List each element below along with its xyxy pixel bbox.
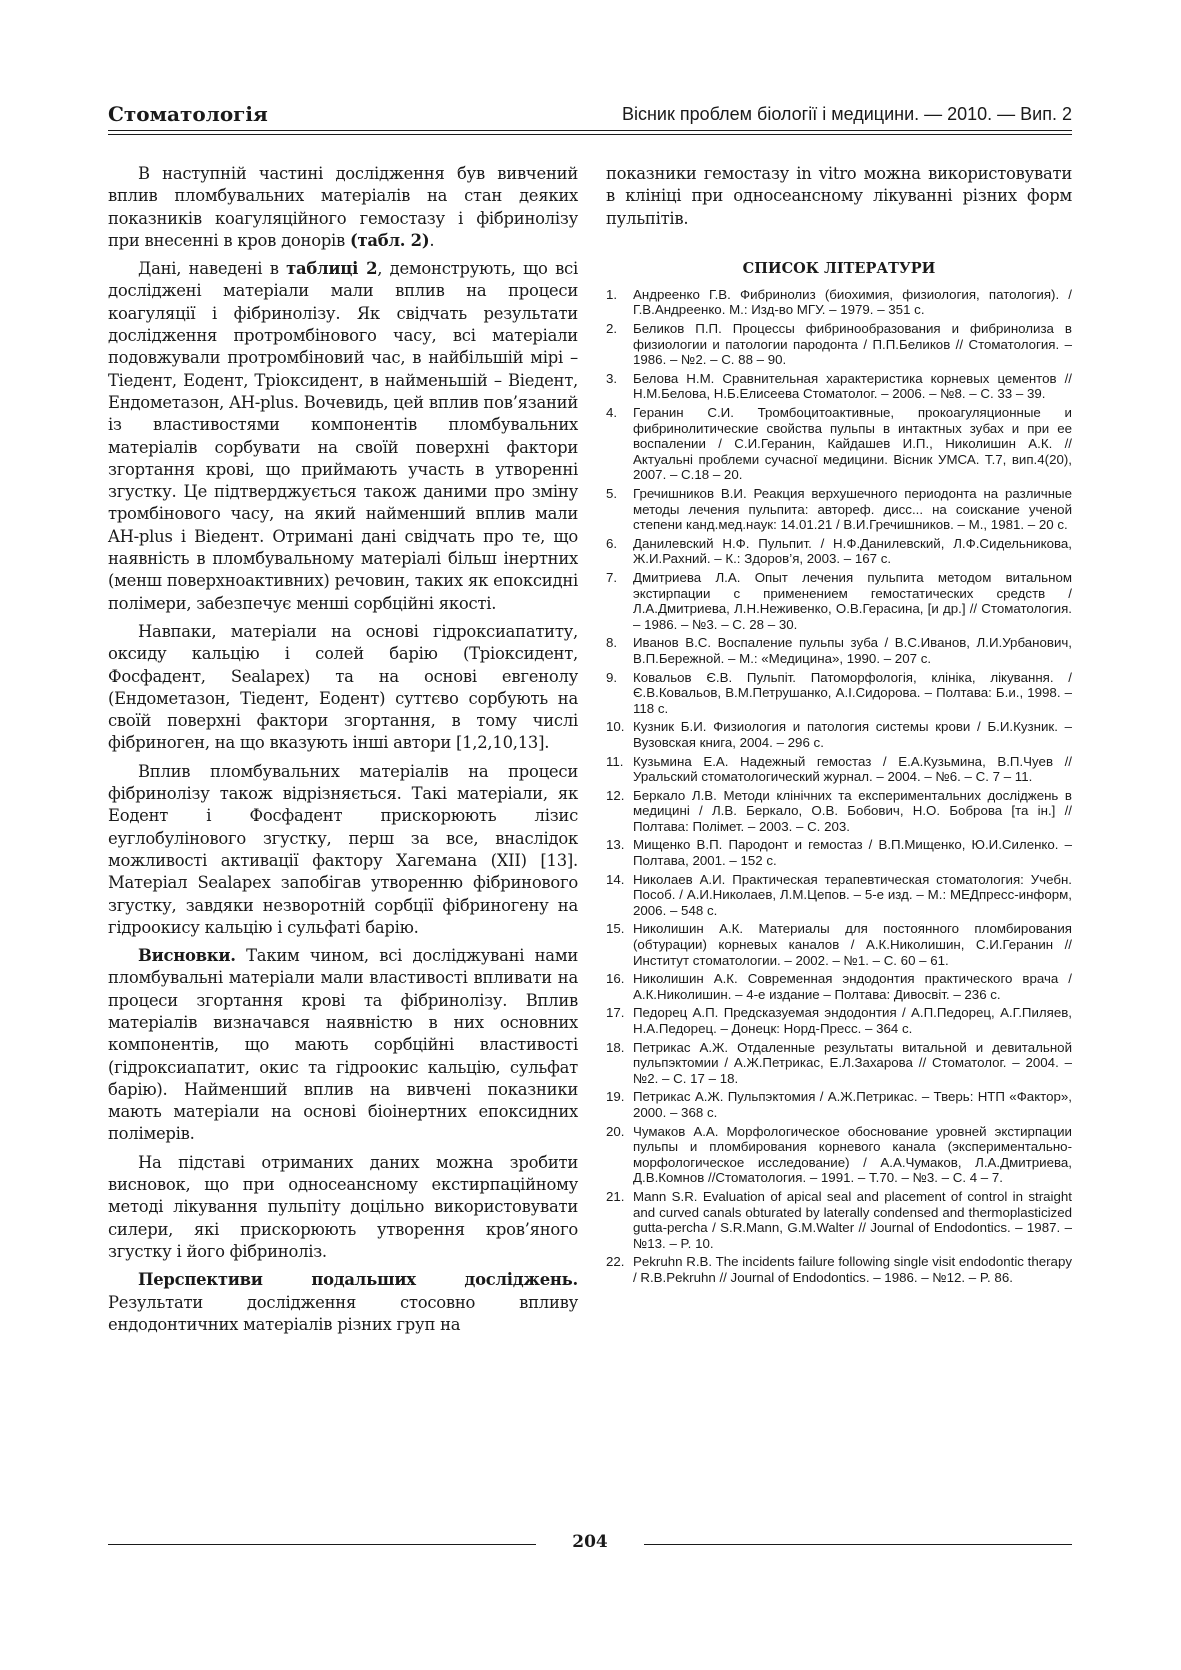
reference-text: Мищенко В.П. Пародонт и гемостаз / В.П.Мищенко, Ю.И.Силенко. – Полтава, 2001. – 152 с. — [633, 837, 1072, 869]
paragraph-sorption: Навпаки, матеріали на основі гідроксиапатиту, оксиду кальцію і солей барію (Тріоксидент, Фосфадент, Sealapex) та на основі евгенолу (Ендометазон, Тіедент, Еодент) суттєво сорбують на своїй поверхні фактори згортання, в тому числі фібриноген, на що вказують інші автори [1,2,10,13]. — [108, 621, 578, 753]
reference-number: 17. — [606, 1005, 625, 1021]
page-header — [108, 96, 1072, 131]
paragraph-perspectives: Перспективи подальших досліджень. Результати дослідження стосовно впливу ендодонтичних матеріалів різних груп на — [108, 1270, 578, 1334]
reference-item — [606, 321, 1072, 368]
reference-number: 14. — [606, 871, 625, 887]
reference-item — [606, 635, 1072, 666]
page-number: 204 — [572, 1532, 608, 1552]
paragraph-results: Дані, наведені в таблиці 2, демонструють, що всі досліджені матеріали мали вплив на процеси коагуляції і фібринолізу. Як свідчать результати дослідження протромбінового часу, всі матеріали подовжували протромбіновий час, в найбільшій мірі – Тіедент, Еодент, Тріоксидент, в найменьшій – Віедент, Ендометазон, AH-plus. Вочевидь, цей вплив пов’язаний із властивостями компонентів пломбувальних матеріалів сорбувати на своїй поверхні фактори згортання крові, що приймають участь в утворенні згустку. Це підтверджується також даними про зміну тромбінового часу, на який найменший вплив мали AH-plus і Віедент. Отримані дані свідчать про те, що наявність в пломбувальному матеріалі більш інертних (менш поверхноактивних) речовин, таких як епоксидні полімери, забезпечує менші сорбційні якості. — [108, 259, 578, 613]
reference-number: 2. — [606, 321, 618, 337]
reference-number: 13. — [606, 837, 625, 853]
reference-text: Николишин А.К. Современная эндодонтия практического врача / А.К.Николишин. – 4-е издание – Полтава: Дивосвіт. – 236 с. — [633, 971, 1072, 1002]
reference-item — [606, 872, 1072, 919]
footer-rule-right — [644, 1544, 1072, 1545]
page-footer — [108, 1532, 1072, 1556]
reference-item — [606, 788, 1072, 835]
right-column — [606, 163, 1072, 1289]
reference-text: Ковальов Є.В. Пульпіт. Патоморфологія, клініка, лікування. / Є.В.Ковальов, В.М.Петрушанко, А.І.Сидорова. – Полтава: Б.и., 1998. – 118 с. — [633, 669, 1072, 716]
reference-text: Андреенко Г.В. Фибринолиз (биохимия, физиология, патология). / Г.В.Андреенко. М.: Изд-во МГУ. – 1979. – 351 с. — [633, 286, 1072, 318]
reference-item — [606, 1254, 1072, 1285]
reference-number: 11. — [606, 753, 624, 769]
reference-text: Pekruhn R.B. The incidents failure following single visit endodontic therapy / R.B.Pekruhn // Journal of Endodontics. – 1986. – №12. – P. 86. — [633, 1254, 1072, 1285]
reference-item — [606, 1005, 1072, 1036]
reference-number: 1. — [606, 286, 618, 302]
reference-item — [606, 1040, 1072, 1087]
reference-text: Петрикас А.Ж. Отдаленные результаты витальной и девитальной пульпэктомии / А.Ж.Петрикас, Е.Л.Захарова // Стоматолог. – 2004. – №2. – С. 17 – 18. — [633, 1039, 1072, 1086]
reference-number: 19. — [606, 1089, 625, 1105]
reference-item — [606, 971, 1072, 1002]
left-column — [108, 163, 578, 1342]
paragraph-continuation: показники гемостазу in vitro можна використовувати в клініці при односеансному лікуванні різних форм пульпітів. — [606, 164, 1072, 228]
reference-item — [606, 1124, 1072, 1186]
reference-text: Дмитриева Л.А. Опыт лечения пульпита методом витальном экстирпации с применением гемостатических средств / Л.А.Дмитриева, Л.Н.Неживенко, О.В.Герасина, [и др.] // Стоматология. – 1986. – №3. – С. 28 – 30. — [633, 569, 1072, 632]
reference-item — [606, 670, 1072, 717]
reference-text: Беликов П.П. Процессы фибринообразования и фибринолиза в физиологии и патологии пародонта / П.П.Беликов // Стоматология. – 1986. – №2. – С. 88 – 90. — [633, 321, 1072, 368]
reference-number: 9. — [606, 669, 618, 685]
reference-item — [606, 754, 1072, 785]
reference-item — [606, 570, 1072, 632]
reference-item — [606, 719, 1072, 750]
reference-text: Белова Н.М. Сравнительная характеристика корневых цементов // Н.М.Белова, Н.Б.Елисеева Стоматолог. – 2006. – №8. – С. 33 – 39. — [633, 370, 1072, 402]
reference-item — [606, 921, 1072, 968]
reference-item — [606, 371, 1072, 402]
paragraph-conclusions: Висновки. Таким чином, всі досліджувані нами пломбувальні матеріали мали властивості впливати на процеси згортання крові та фібринолізу. Вплив матеріалів визначався наявністю в них основних компонентів, що мають сорбційні властивості (гідроксиапатит, окис та гідроокис кальцію, сульфат барію). Найменший вплив на вивчені показники мають матеріали на основі біоінертних епоксидних полімерів. — [108, 946, 578, 1144]
reference-text: Николаев А.И. Практическая терапевтическая стоматология: Учебн. Пособ. / А.И.Николаев, Л.М.Цепов. – 5-е изд. – М.: МЕДпресс-информ, 2006. – 548 с. — [633, 871, 1072, 918]
reference-number: 8. — [606, 635, 618, 651]
reference-text: Петрикас А.Ж. Пульпэктомия / А.Ж.Петрикас. – Тверь: НТП «Фактор», 2000. – 368 с. — [633, 1089, 1072, 1120]
reference-item — [606, 1089, 1072, 1120]
reference-number: 6. — [606, 535, 618, 551]
reference-number: 3. — [606, 370, 618, 386]
reference-item — [606, 536, 1072, 567]
section-title: Стоматологія — [108, 102, 268, 126]
reference-text: Геранин С.И. Тромбоцитоактивные, прокоагуляционные и фибринолитические свойства пульпы в интактных зубах и при ее воспалении / С.И.Геранин, Кайдашев И.П., Николишин А.К. // Актуальні проблеми сучасної медицини. Вісник УМСА. Т.7, вип.4(20), 2007. – С.18 – 20. — [633, 405, 1072, 483]
reference-number: 5. — [606, 486, 618, 502]
references-list — [606, 287, 1072, 1286]
reference-text: Иванов В.С. Воспаление пульпы зуба / В.С.Иванов, Л.И.Урбанович, В.П.Бережной. – М.: «Медицина», 1990. – 207 с. — [633, 635, 1072, 666]
reference-number: 20. — [606, 1123, 625, 1139]
reference-item — [606, 405, 1072, 483]
reference-text: Николишин А.К. Материалы для постоянного пломбирования (обтурации) корневых каналов / А.К.Николишин, С.И.Геранин // Институт стоматологии. – 2002. – №1. – С. 60 – 61. — [633, 921, 1072, 968]
references-heading: СПИСОК ЛІТЕРАТУРИ — [742, 259, 936, 277]
reference-text: Данилевский Н.Ф. Пульпит. / Н.Ф.Данилевский, Л.Ф.Сидельникова, Ж.И.Рахний. – К.: Здоров’я, 2003. – 167 с. — [633, 535, 1072, 567]
reference-text: Чумаков А.А. Морфологическое обоснование уровней экстирпации пульпы и пломбирования корневого канала (экспериментально-морфологическое исследование) / А.А.Чумаков, Л.А.Дмитриева, Д.В.Комнов //Стоматология. – 1991. – Т.70. – №3. – С. 4 – 7. — [633, 1123, 1072, 1186]
reference-number: 10. — [606, 719, 625, 735]
reference-number: 12. — [606, 787, 625, 803]
reference-text: Кузник Б.И. Физиология и патология системы крови / Б.И.Кузник. – Вузовская книга, 2004. – 296 с. — [633, 719, 1072, 750]
reference-text: Mann S.R. Evaluation of apical seal and placement of control in straight and curved canals obturated by laterally condensed and thermoplasticized gutta-percha / S.R.Mann, G.M.Walter // Journal of Endodontics. – 1987. – №13. – P. 10. — [633, 1188, 1072, 1251]
reference-number: 15. — [606, 921, 625, 937]
paragraph-recommendation: На підставі отриманих даних можна зробити висновок, що при односеансному екстирпаційному методі лікування пульпіту доцільно використовувати силери, які прискорюють утворення кров’яного згустку і його фібриноліз. — [108, 1152, 578, 1261]
reference-text: Беркало Л.В. Методи клінічних та експериментальних досліджень в медицині / Л.В. Беркало, О.В. Бобович, Н.О. Боброва [та ін.] // Полтава: Полімет. – 2003. – С. 203. — [633, 787, 1072, 834]
paragraph-intro: В наступній частині дослідження був вивчений вплив пломбувальних матеріалів на стан деяких показників коагуляційного гемостазу і фібринолізу при внесенні в кров донорів (табл. 2). — [108, 164, 578, 250]
reference-item — [606, 287, 1072, 318]
reference-number: 16. — [606, 971, 625, 987]
reference-number: 22. — [606, 1254, 625, 1270]
paragraph-fibrinolysis: Вплив пломбувальних матеріалів на процеси фібринолізу також відрізняється. Такі матеріали, як Еодент і Фосфадент прискорюють лізис еуглобулінового згустку, перш за все, внаслідок можливості активації фактору Хагемана (XII) [13]. Матеріал Sealapex запобігав утворенню фібринового згустку, завдяки незворотній сорбції фібриногену на гідроокису кальцію і сульфаті барію. — [108, 761, 578, 937]
journal-citation: Вісник проблем біології і медицини. — 2010. — Вип. 2 — [621, 104, 1072, 124]
reference-item — [606, 1189, 1072, 1251]
reference-text: Кузьмина Е.А. Надежный гемостаз / Е.А.Кузьмина, В.П.Чуев // Уральский стоматологический журнал. – 2004. – №6. – С. 7 – 11. — [633, 753, 1072, 785]
reference-item — [606, 837, 1072, 868]
reference-text: Педорец А.П. Предсказуемая эндодонтия / А.П.Педорец, А.Г.Пиляев, Н.А.Педорец. – Донецк: Норд-Пресс. – 364 с. — [633, 1005, 1072, 1037]
reference-item — [606, 486, 1072, 533]
reference-number: 4. — [606, 405, 618, 421]
reference-number: 7. — [606, 569, 618, 585]
reference-number: 18. — [606, 1039, 625, 1055]
reference-text: Гречишников В.И. Реакция верхушечного периодонта на различные методы лечения пульпита: автореф. дисс... на соискание ученой степени канд.мед.наук: 14.01.21 / В.И.Гречишников. – М., 1981. – 20 с. — [633, 486, 1072, 533]
reference-number: 21. — [606, 1188, 625, 1204]
